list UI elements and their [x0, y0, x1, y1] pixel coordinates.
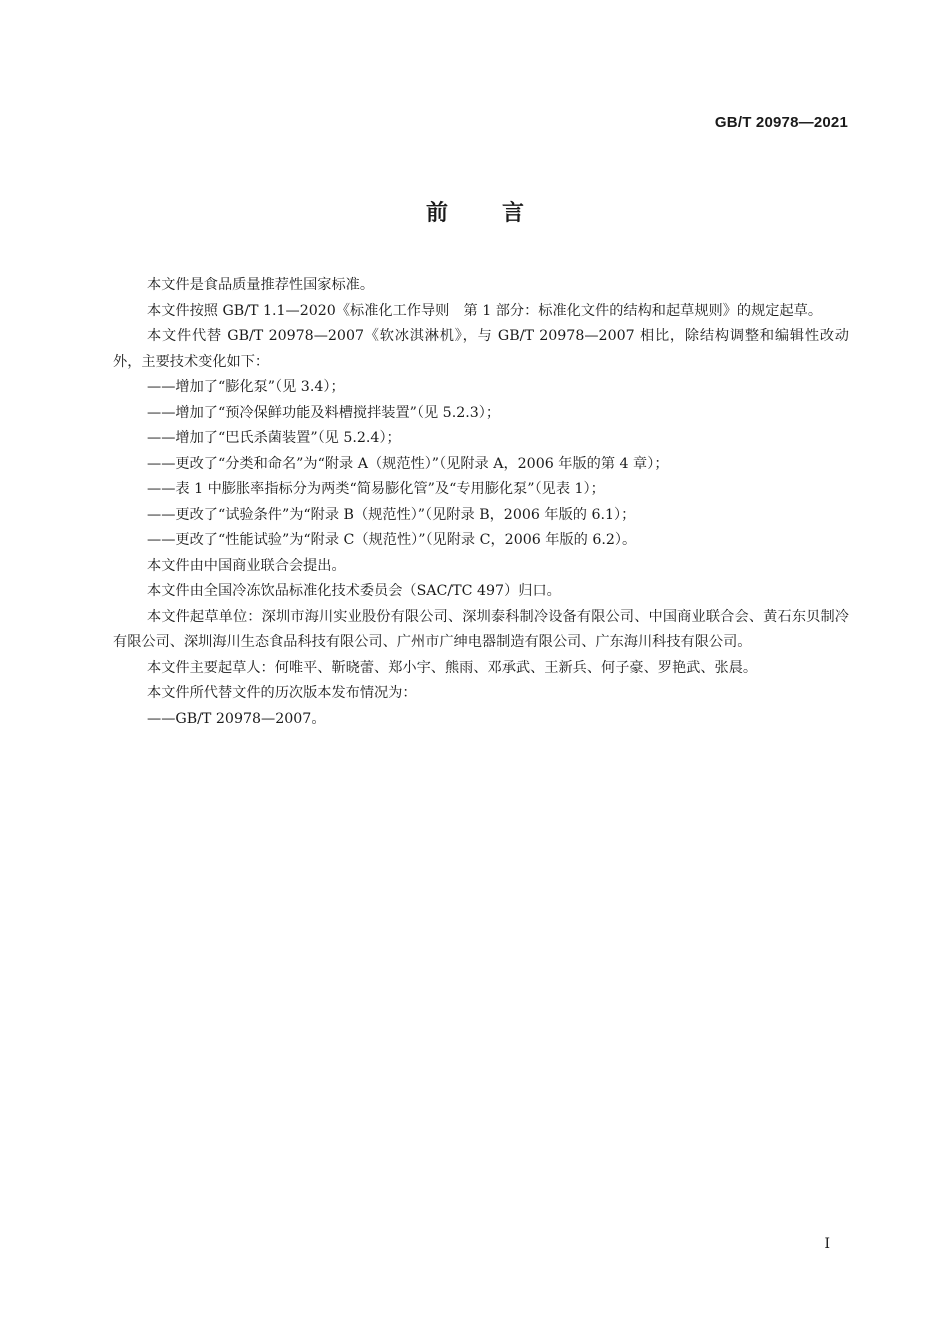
drafting-units: 本文件起草单位：深圳市海川实业股份有限公司、深圳泰科制冷设备有限公司、中国商业联合会、黄石东贝制冷有限公司、深圳海川生态食品科技有限公司、广州市广绅电器制造有限公司、广东海川科技有限公司。 — [113, 608, 849, 650]
paragraph: 本文件代替 GB/T 20978—2007《软冰淇淋机》，与 GB/T 20978—2007 相比，除结构调整和编辑性改动外，主要技术变化如下： — [113, 328, 849, 370]
page-number: I — [824, 1236, 830, 1252]
paragraph: 本文件由中国商业联合会提出。 — [147, 557, 346, 574]
change-list-item: ——增加了“膨化泵”（见 3.4）； — [147, 379, 345, 395]
change-list-item: ——更改了“试验条件”为“附录 B（规范性）”（见附录 B，2006 年版的 6.1）； — [147, 506, 636, 523]
version-history-item: ——GB/T 20978—2007。 — [147, 710, 326, 727]
change-list-item: ——表 1 中膨胀率指标分为两类“简易膨化管”及“专用膨化泵”（见表 1）； — [147, 481, 605, 497]
paragraph: 本文件是食品质量推荐性国家标准。 — [147, 277, 375, 293]
change-list-item: ——更改了“性能试验”为“附录 C（规范性）”（见附录 C，2006 年版的 6.2）。 — [147, 532, 637, 548]
change-list-item: ——增加了“预冷保鲜功能及料槽搅拌装置”（见 5.2.3）； — [147, 404, 501, 421]
drafters: 本文件主要起草人：何唯平、靳晓蕾、郑小宇、熊雨、邓承武、王新兵、何子豪、罗艳武、张晨。 — [147, 659, 758, 676]
standard-number: GB/T 20978—2021 — [714, 114, 848, 131]
paragraph: 本文件所代替文件的历次版本发布情况为： — [147, 685, 417, 701]
paragraph: 本文件按照 GB/T 1.1—2020《标准化工作导则 第 1 部分：标准化文件的结构和起草规则》的规定起草。 — [147, 302, 823, 319]
paragraph: 本文件由全国冷冻饮品标准化技术委员会（SAC/TC 497）归口。 — [147, 583, 561, 599]
page-title: 前言 — [425, 201, 578, 226]
change-list-item: ——增加了“巴氏杀菌装置”（见 5.2.4）； — [147, 430, 401, 446]
change-list-item: ——更改了“分类和命名”为“附录 A（规范性）”（见附录 A，2006 年版的第 4 章）； — [147, 455, 669, 472]
foreword-body — [113, 273, 849, 732]
